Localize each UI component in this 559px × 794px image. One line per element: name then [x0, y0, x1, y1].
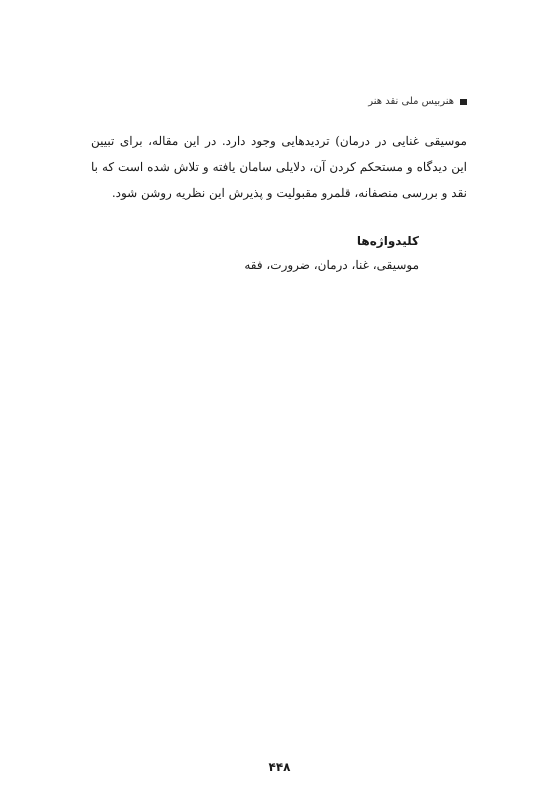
body-paragraph: موسیقی غنایی در درمان) تردیدهایی وجود دارد. در این مقاله، برای تبیین این دیدگاه و مستحکم کردن آن، دلایلی سامان یافته و تلاش شده است که با نقد و بررسی منصفانه، قلمرو مقبولیت و پذیرش این نظریه روشن شود.	[91, 134, 467, 200]
keywords-list: موسیقی، غنا، درمان، ضرورت، فقه	[244, 258, 419, 272]
keywords-heading: کلیدواژه‌ها	[356, 234, 419, 248]
running-header	[368, 96, 467, 107]
running-title: هنربیس ملی نقد هنر	[368, 96, 454, 107]
page-number: ۴۴۸	[268, 760, 291, 774]
header-square-icon	[460, 99, 467, 105]
